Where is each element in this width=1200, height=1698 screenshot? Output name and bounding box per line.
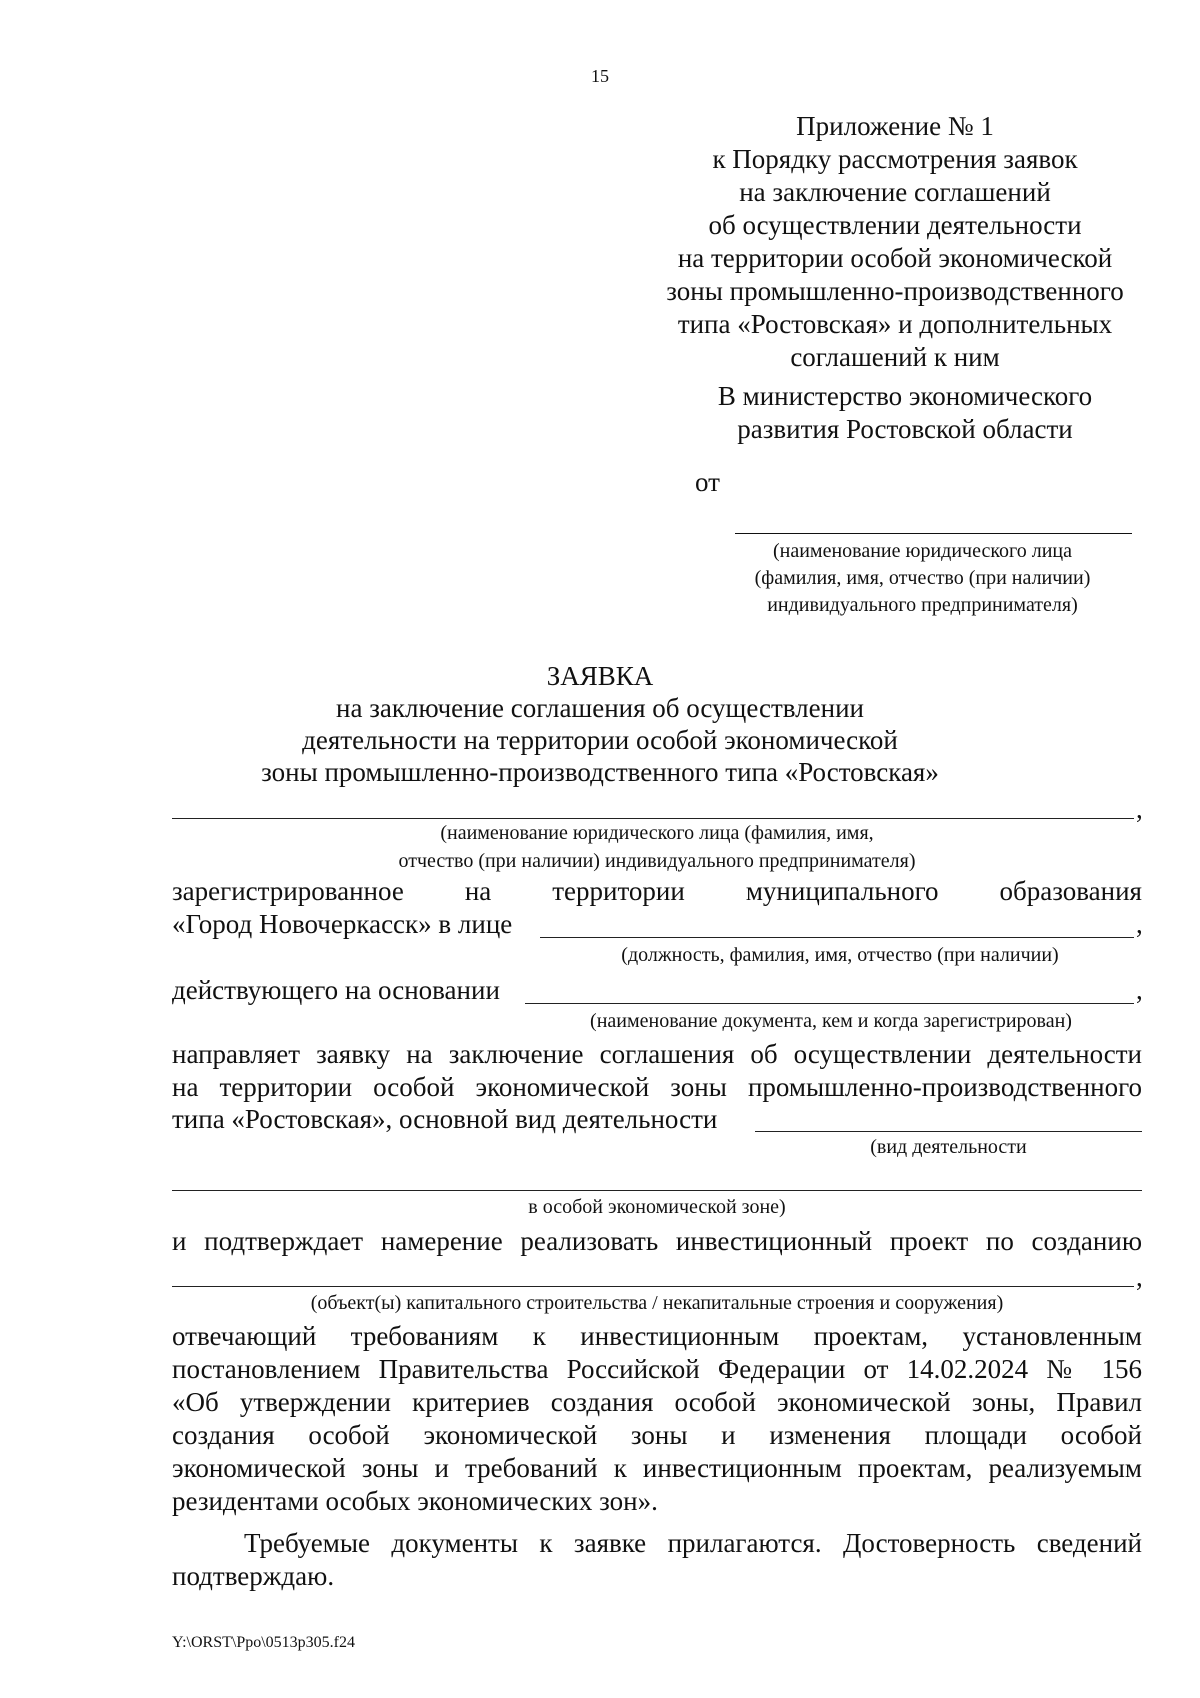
from-hint (695, 538, 1150, 619)
file-path-footer: Y:\ORST\Ppo\0513p305.f24 (172, 1634, 355, 1651)
comma: , (1136, 909, 1143, 939)
addressee-line: В министерство экономического (717, 381, 1093, 411)
addressee-block (680, 380, 1130, 446)
title-heading: ЗАЯВКА (546, 661, 654, 691)
attachment-line: об осуществлении деятельности (708, 210, 1082, 240)
activity-input-line-2[interactable] (172, 1190, 1142, 1191)
applicant-hint: (наименование юридического лица (фамилия, имя, (440, 822, 874, 844)
registered-word: образования (999, 876, 1142, 906)
title-line: на заключение соглашения об осуществлении (336, 693, 864, 723)
page-number: 15 (591, 66, 609, 86)
title-line: зоны промышленно-производственного типа «Ростовская» (261, 757, 939, 787)
paragraph-line: создания особой экономической зоны и изменения площади особой (172, 1420, 1142, 1450)
confirms-paragraph (172, 1225, 1142, 1258)
from-hint-line: (фамилия, имя, отчество (при наличии) (754, 567, 1091, 589)
activity-hint: (вид деятельности (870, 1136, 1027, 1158)
directs-last-line: типа «Ростовская», основной вид деятельности (172, 1104, 718, 1134)
paragraph-line: постановлением Правительства Российской Федерации от 14.02.2024 № 156 (172, 1354, 1142, 1384)
document-title (0, 660, 1200, 788)
from-label: от (695, 467, 720, 497)
from-hint-line: (наименование юридического лица (772, 540, 1073, 562)
paragraph-line: на территории особой экономической зоны промышленно-производственного (172, 1072, 1142, 1102)
attachment-line: соглашений к ним (790, 342, 1000, 372)
attachment-line: зоны промышленно-производственного (666, 276, 1124, 306)
directs-paragraph (172, 1038, 1142, 1104)
closing-paragraph (172, 1527, 1142, 1593)
position-hint: (должность, фамилия, имя, отчество (при наличии) (621, 944, 1059, 966)
applicant-hint: отчество (при наличии) индивидуального предпринимателя) (398, 850, 916, 872)
comma: , (1136, 794, 1143, 824)
activity-hint: в особой экономической зоне) (528, 1196, 786, 1218)
paragraph-line: «Об утверждении критериев создания особой экономической зоны, Правил (172, 1387, 1142, 1417)
attachment-header (630, 110, 1160, 374)
paragraph-line: резидентами особых экономических зон». (172, 1486, 658, 1516)
addressee-line: развития Ростовской области (737, 414, 1073, 444)
paragraph-line: направляет заявку на заключение соглашения об осуществлении деятельности (172, 1039, 1142, 1069)
representative-input-line[interactable] (540, 937, 1134, 938)
object-hint: (объект(ы) капитального строительства / некапитальные строения и сооружения) (310, 1292, 1004, 1314)
from-input-line[interactable] (735, 533, 1132, 534)
requirements-paragraph (172, 1320, 1142, 1518)
comma: , (1136, 1262, 1143, 1292)
acting-line: действующего на основании (172, 975, 500, 1005)
attachment-line: к Порядку рассмотрения заявок (712, 144, 1078, 174)
paragraph-line: отвечающий требованиям к инвестиционным проектам, установленным (172, 1321, 1142, 1351)
registered-word: на (464, 876, 492, 906)
city-line: «Город Новочеркасск» в лице (172, 909, 513, 939)
comma: , (1136, 975, 1143, 1005)
object-input-line[interactable] (172, 1286, 1134, 1287)
registered-word: муниципального (745, 876, 939, 906)
attachment-line: Приложение № 1 (796, 111, 994, 141)
registered-word: зарегистрированное (172, 876, 404, 906)
from-hint-line: индивидуального предпринимателя) (767, 594, 1078, 616)
paragraph-line: экономической зоны и требований к инвестиционным проектам, реализуемым (172, 1453, 1142, 1483)
activity-input-line[interactable] (755, 1131, 1142, 1132)
registered-word: территории (552, 876, 685, 906)
attachment-line: на заключение соглашений (739, 177, 1051, 207)
registered-line (172, 876, 1142, 907)
paragraph-line: подтверждаю. (172, 1561, 335, 1591)
basis-input-line[interactable] (525, 1003, 1134, 1004)
paragraph-line: и подтверждает намерение реализовать инвестиционный проект по созданию (172, 1226, 1142, 1256)
attachment-line: на территории особой экономической (677, 243, 1113, 273)
title-line: деятельности на территории особой экономической (302, 725, 898, 755)
basis-hint: (наименование документа, кем и когда зарегистрирован) (590, 1010, 1072, 1032)
attachment-line: типа «Ростовская» и дополнительных (677, 309, 1113, 339)
paragraph-line: Требуемые документы к заявке прилагаются. Достоверность сведений (244, 1528, 1142, 1558)
applicant-name-line[interactable] (172, 818, 1134, 819)
